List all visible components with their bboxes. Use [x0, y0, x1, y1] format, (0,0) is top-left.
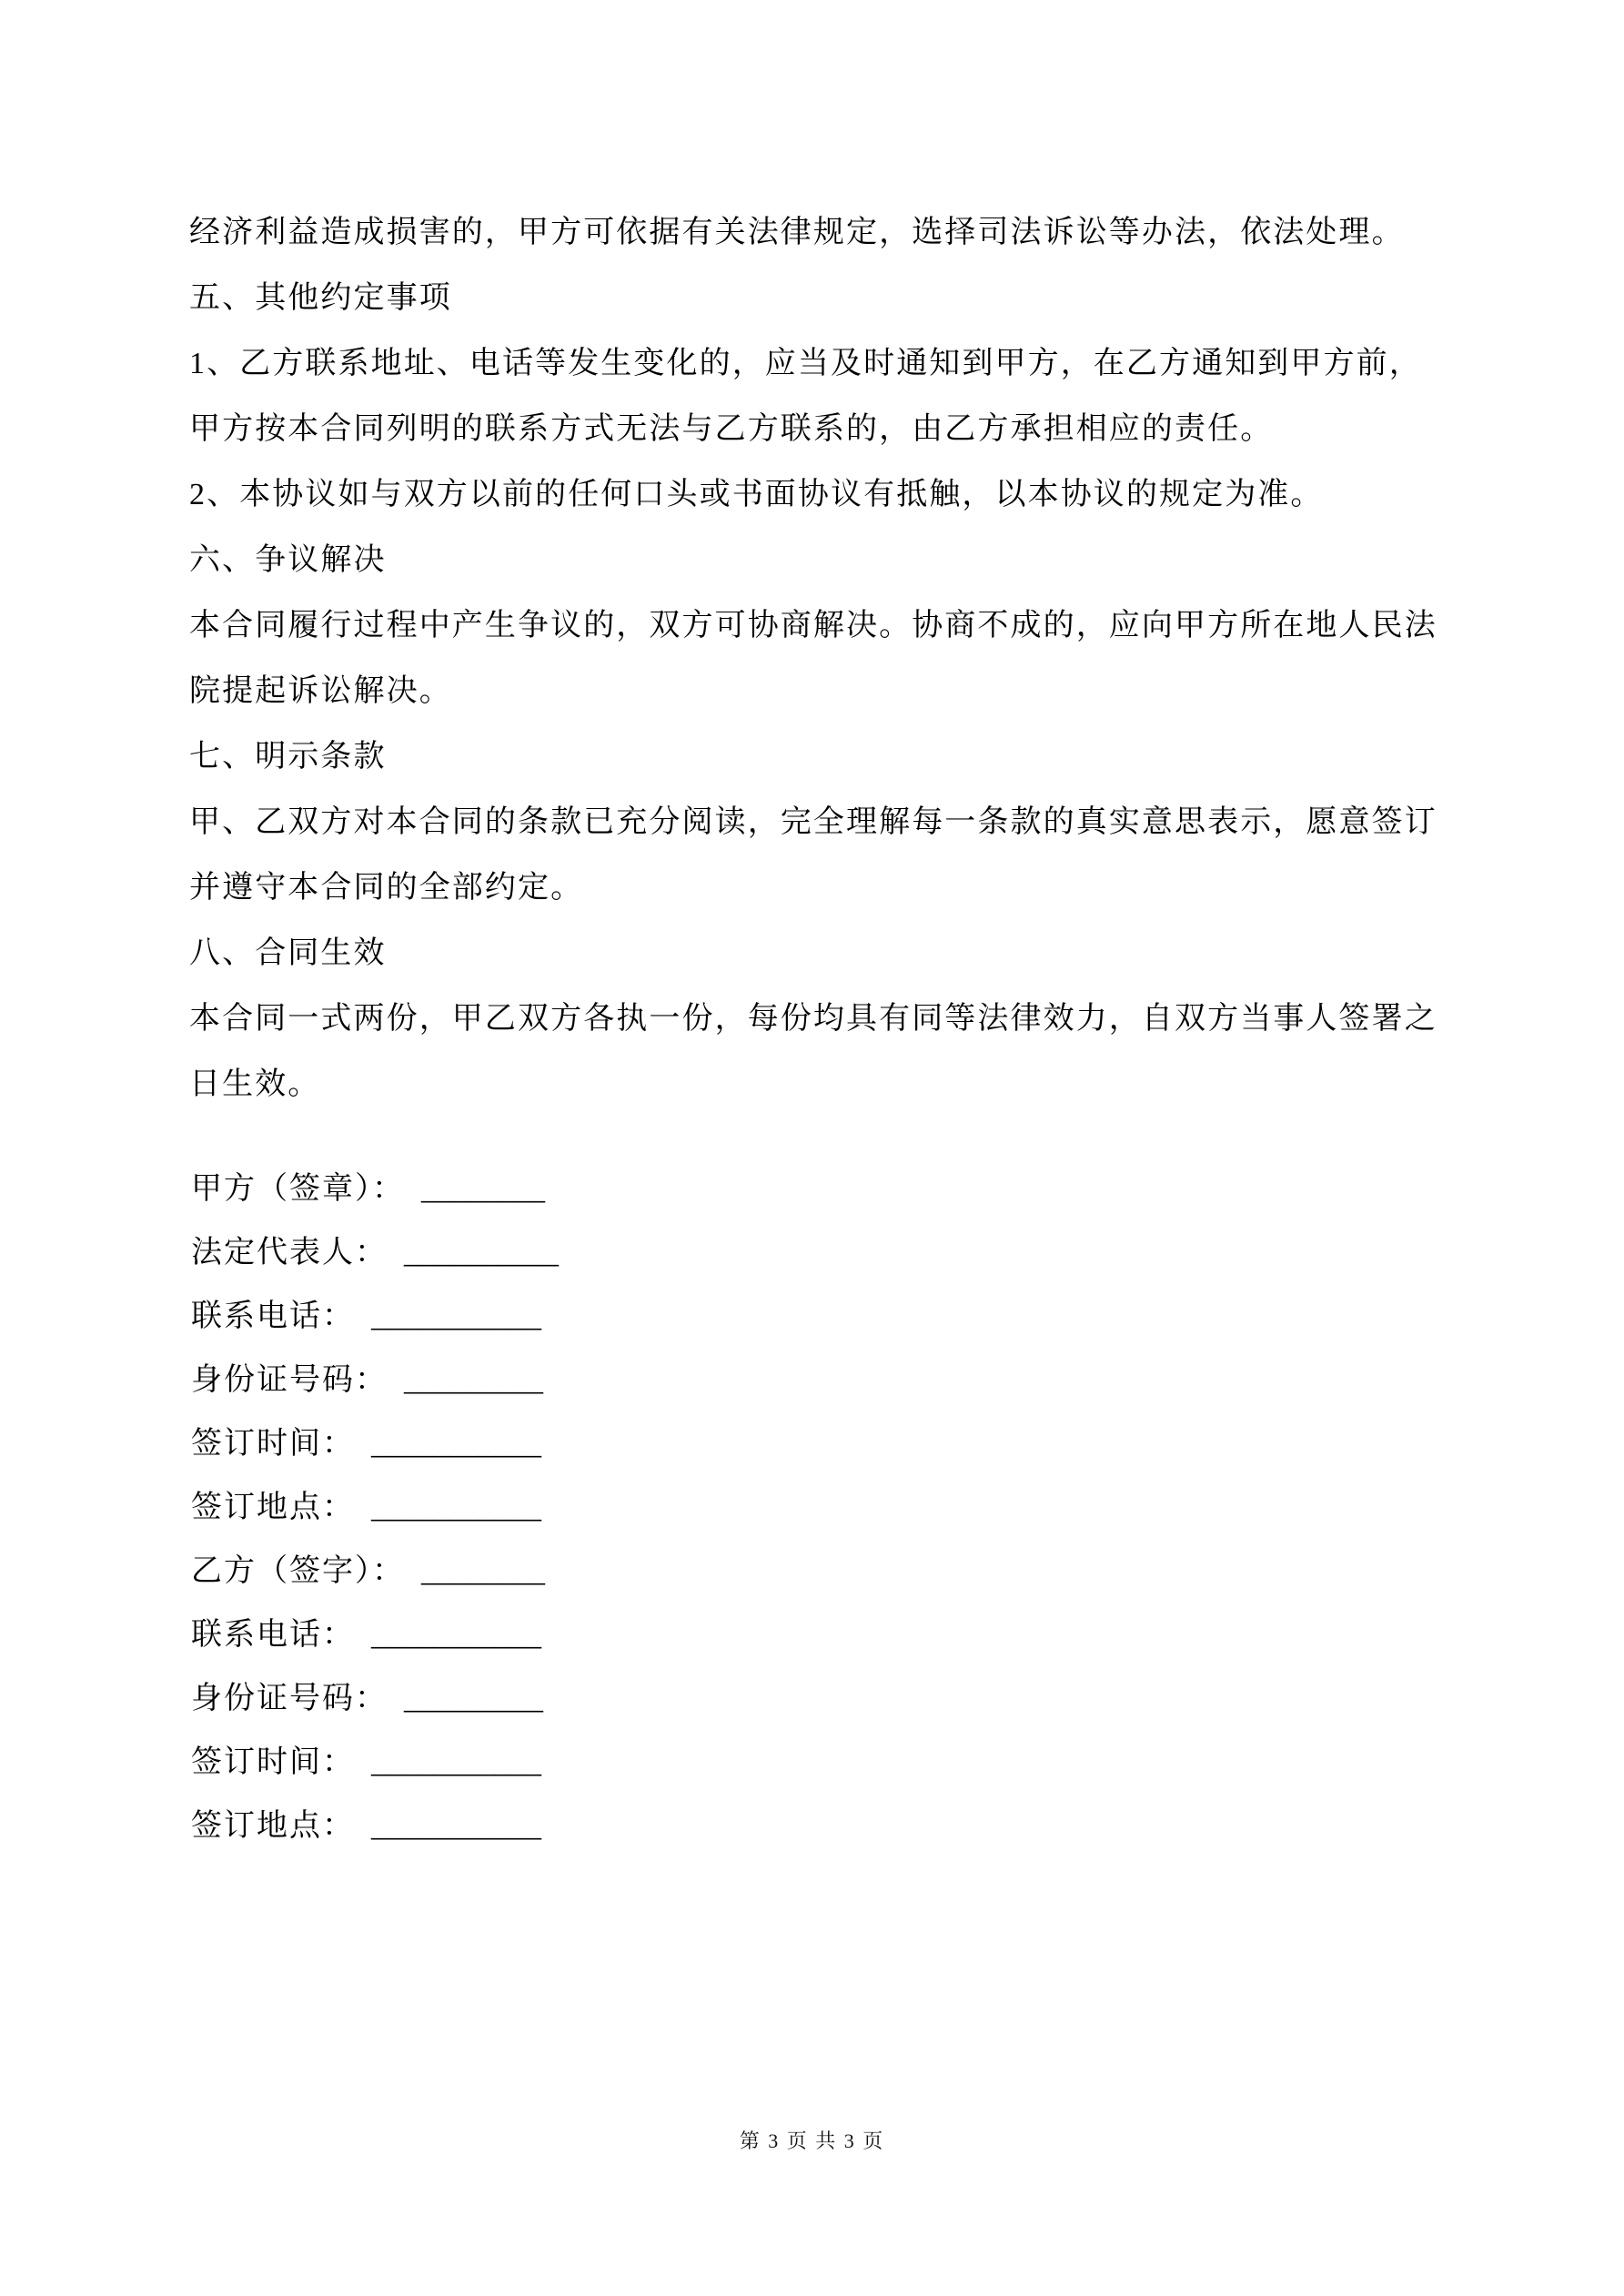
- paragraph-line: 并遵守本合同的全部约定。: [189, 871, 584, 905]
- party-b-id-number-row: [191, 1667, 1437, 1731]
- paragraph-line: 本合同一式两份，甲乙双方各执一份，每份均具有同等法律效力，自双方当事人签署之: [189, 1002, 1437, 1036]
- legal-representative-row: [191, 1221, 1437, 1285]
- party-a-id-number-label: 身份证号码：: [191, 1363, 388, 1397]
- party-b-sign-blank-line: ________: [421, 1554, 545, 1588]
- section-heading-5: 五、其他约定事项: [189, 281, 452, 315]
- legal-representative-blank-line: __________: [404, 1236, 559, 1269]
- signature-block: [191, 1158, 1437, 1858]
- party-b-sign-place-blank-line: ___________: [371, 1809, 541, 1843]
- section-heading-8: 八、合同生效: [189, 936, 387, 970]
- party-b-sign-date-label: 签订时间：: [191, 1745, 355, 1779]
- party-a-id-number-blank-line: _________: [404, 1363, 543, 1397]
- paragraph-line: 院提起诉讼解决。: [189, 674, 452, 708]
- party-a-sign-place-row: [191, 1476, 1437, 1540]
- paragraph-line: 日生效。: [189, 1067, 321, 1101]
- party-b-sign-label: 乙方（签字）：: [191, 1554, 405, 1588]
- party-b-id-number-blank-line: _________: [404, 1682, 543, 1715]
- party-b-sign-date-blank-line: ___________: [371, 1745, 541, 1779]
- paragraph-line: 1、乙方联系地址、电话等发生变化的，应当及时通知到甲方，在乙方通知到甲方前，: [189, 347, 1422, 380]
- party-a-sign-date-row: [191, 1412, 1437, 1476]
- party-a-id-number-row: [191, 1349, 1437, 1412]
- party-b-sign-row: [191, 1540, 1437, 1603]
- party-b-sign-place-row: [191, 1795, 1437, 1858]
- party-b-phone-blank-line: ___________: [371, 1618, 541, 1652]
- party-a-seal-blank-line: ________: [421, 1172, 545, 1206]
- party-b-id-number-label: 身份证号码：: [191, 1682, 388, 1715]
- party-b-sign-date-row: [191, 1731, 1437, 1795]
- paragraph-line: 甲方按本合同列明的联系方式无法与乙方联系的，由乙方承担相应的责任。: [189, 412, 1274, 446]
- party-b-sign-place-label: 签订地点：: [191, 1809, 355, 1843]
- party-a-sign-place-label: 签订地点：: [191, 1491, 355, 1524]
- party-a-sign-date-label: 签订时间：: [191, 1427, 355, 1461]
- party-a-phone-blank-line: ___________: [371, 1300, 541, 1333]
- legal-representative-label: 法定代表人：: [191, 1236, 388, 1269]
- page-footer: 第 3 页 共 3 页: [739, 2129, 885, 2152]
- party-a-phone-row: [191, 1285, 1437, 1349]
- paragraph-line: 经济利益造成损害的，甲方可依据有关法律规定，选择司法诉讼等办法，依法处理。: [189, 216, 1405, 249]
- party-a-sign-place-blank-line: ___________: [371, 1491, 541, 1524]
- paragraph-line: 甲、乙双方对本合同的条款已充分阅读，完全理解每一条款的真实意思表示，愿意签订: [189, 805, 1437, 839]
- party-a-phone-label: 联系电话：: [191, 1300, 355, 1333]
- party-b-phone-row: [191, 1603, 1437, 1667]
- paragraph-line: 2、本协议如与双方以前的任何口头或书面协议有抵触，以本协议的规定为准。: [189, 478, 1324, 511]
- party-a-seal-row: [191, 1158, 1437, 1221]
- party-b-phone-label: 联系电话：: [191, 1618, 355, 1652]
- section-heading-6: 六、争议解决: [189, 543, 387, 577]
- section-heading-7: 七、明示条款: [189, 740, 387, 774]
- party-a-sign-date-blank-line: ___________: [371, 1427, 541, 1461]
- paragraph-line: 本合同履行过程中产生争议的，双方可协商解决。协商不成的，应向甲方所在地人民法: [189, 609, 1437, 642]
- party-a-seal-label: 甲方（签章）：: [191, 1172, 405, 1206]
- contract-body: [189, 200, 1436, 1118]
